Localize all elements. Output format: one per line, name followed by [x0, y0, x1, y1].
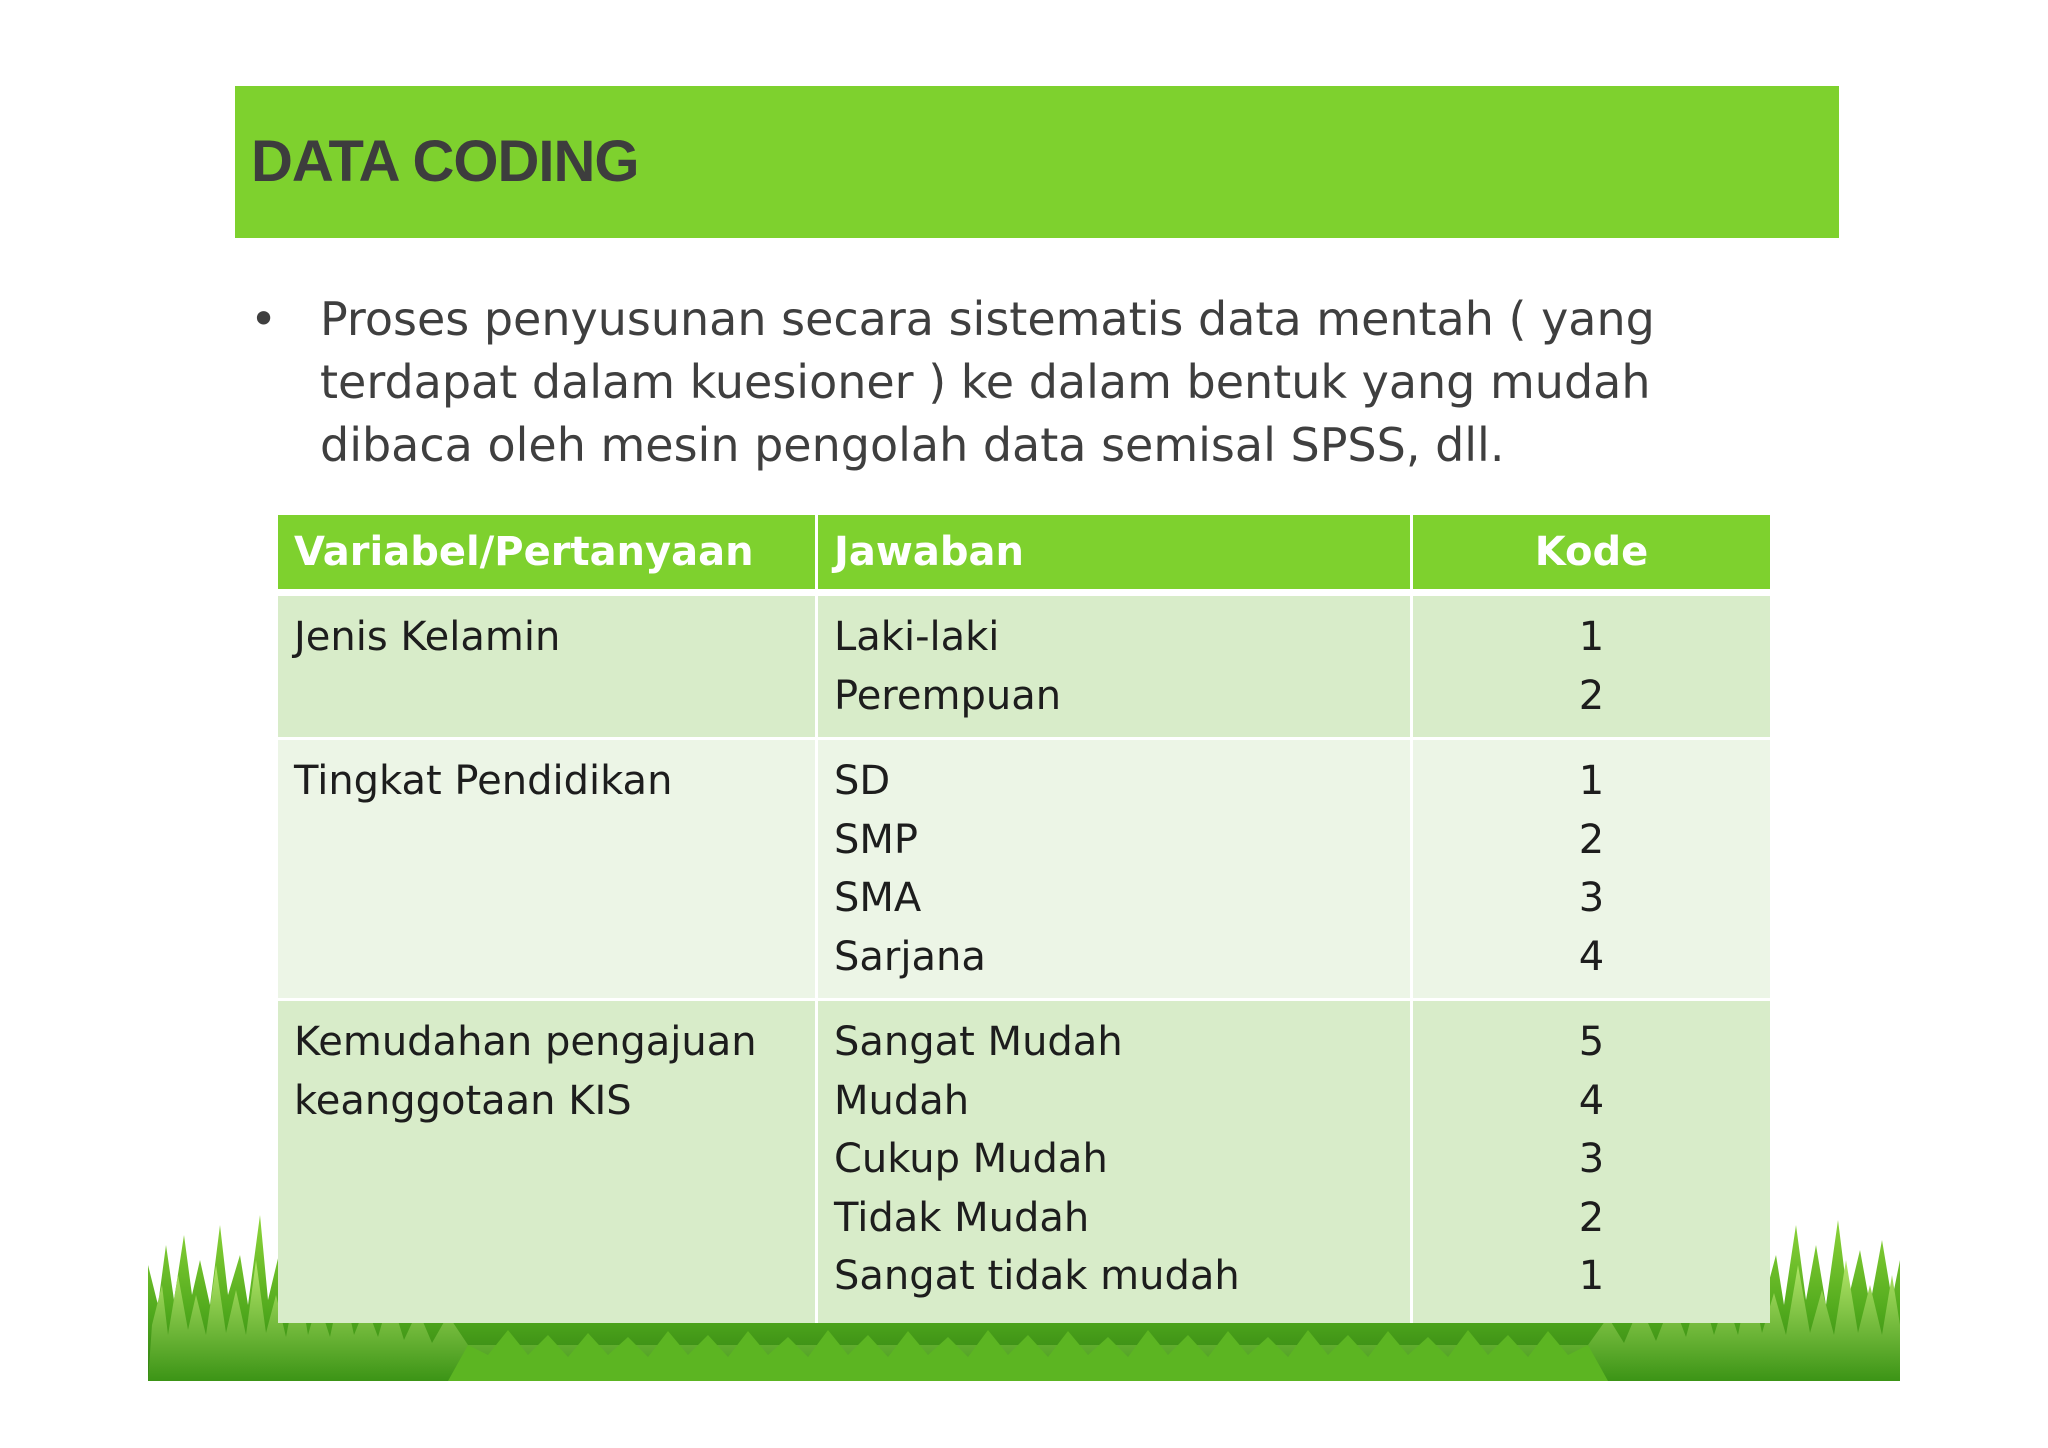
code-text: 4 — [1578, 1077, 1605, 1124]
code-text: 2 — [1578, 816, 1605, 863]
variable-text: Jenis Kelamin — [294, 614, 561, 660]
answer-text: SMA — [834, 875, 922, 921]
answer-text: Laki-laki — [834, 614, 1000, 660]
variable-cell — [278, 998, 815, 1323]
answer-text: Mudah — [834, 1077, 970, 1124]
code-text: 2 — [1578, 672, 1605, 719]
code-cell — [1410, 593, 1770, 737]
variable-cell — [278, 737, 815, 998]
code-cell — [1410, 737, 1770, 998]
code-text: 3 — [1578, 1136, 1605, 1182]
variable-text: Tingkat Pendidikan — [294, 758, 673, 804]
bullet-line: dibaca oleh mesin pengolah data semisal SPSS, dll. — [320, 418, 1505, 472]
header-code: Kode — [1410, 515, 1770, 593]
answer-text: SMP — [834, 816, 919, 863]
answer-text: Sarjana — [834, 933, 986, 980]
bullet-paragraph — [250, 288, 1720, 477]
coding-table — [278, 515, 1770, 1323]
answer-cell — [815, 593, 1410, 737]
answer-cell — [815, 998, 1410, 1323]
header-answer: Jawaban — [815, 515, 1410, 593]
variable-text: keanggotaan KIS — [294, 1077, 632, 1124]
code-text: 1 — [1578, 1253, 1605, 1299]
table-row — [278, 737, 1770, 998]
code-text: 1 — [1578, 758, 1605, 804]
answer-cell — [815, 737, 1410, 998]
code-text: 1 — [1578, 614, 1605, 660]
table-header-row — [278, 515, 1770, 593]
code-text: 3 — [1578, 875, 1605, 921]
header-variable: Variabel/Pertanyaan — [278, 515, 815, 593]
variable-text: Kemudahan pengajuan — [294, 1019, 757, 1065]
code-text: 2 — [1578, 1194, 1605, 1241]
answer-text: Cukup Mudah — [834, 1136, 1108, 1182]
table-row — [278, 593, 1770, 737]
answer-text: SD — [834, 758, 891, 804]
code-cell — [1410, 998, 1770, 1323]
bullet-line: terdapat dalam kuesioner ) ke dalam bentuk yang mudah — [320, 355, 1651, 409]
code-text: 4 — [1578, 933, 1605, 980]
title-bar — [235, 86, 1839, 238]
answer-text: Sangat Mudah — [834, 1019, 1123, 1065]
answer-text: Perempuan — [834, 672, 1062, 719]
answer-text: Tidak Mudah — [834, 1194, 1090, 1241]
bullet-text — [320, 288, 1720, 477]
code-text: 5 — [1578, 1019, 1605, 1065]
variable-cell — [278, 593, 815, 737]
bullet-dot-icon: • — [250, 292, 278, 346]
bullet-line: Proses penyusunan secara sistematis data mentah ( yang — [320, 292, 1655, 346]
page-title: DATA CODING — [251, 129, 639, 194]
answer-text: Sangat tidak mudah — [834, 1253, 1240, 1299]
table-row — [278, 998, 1770, 1323]
